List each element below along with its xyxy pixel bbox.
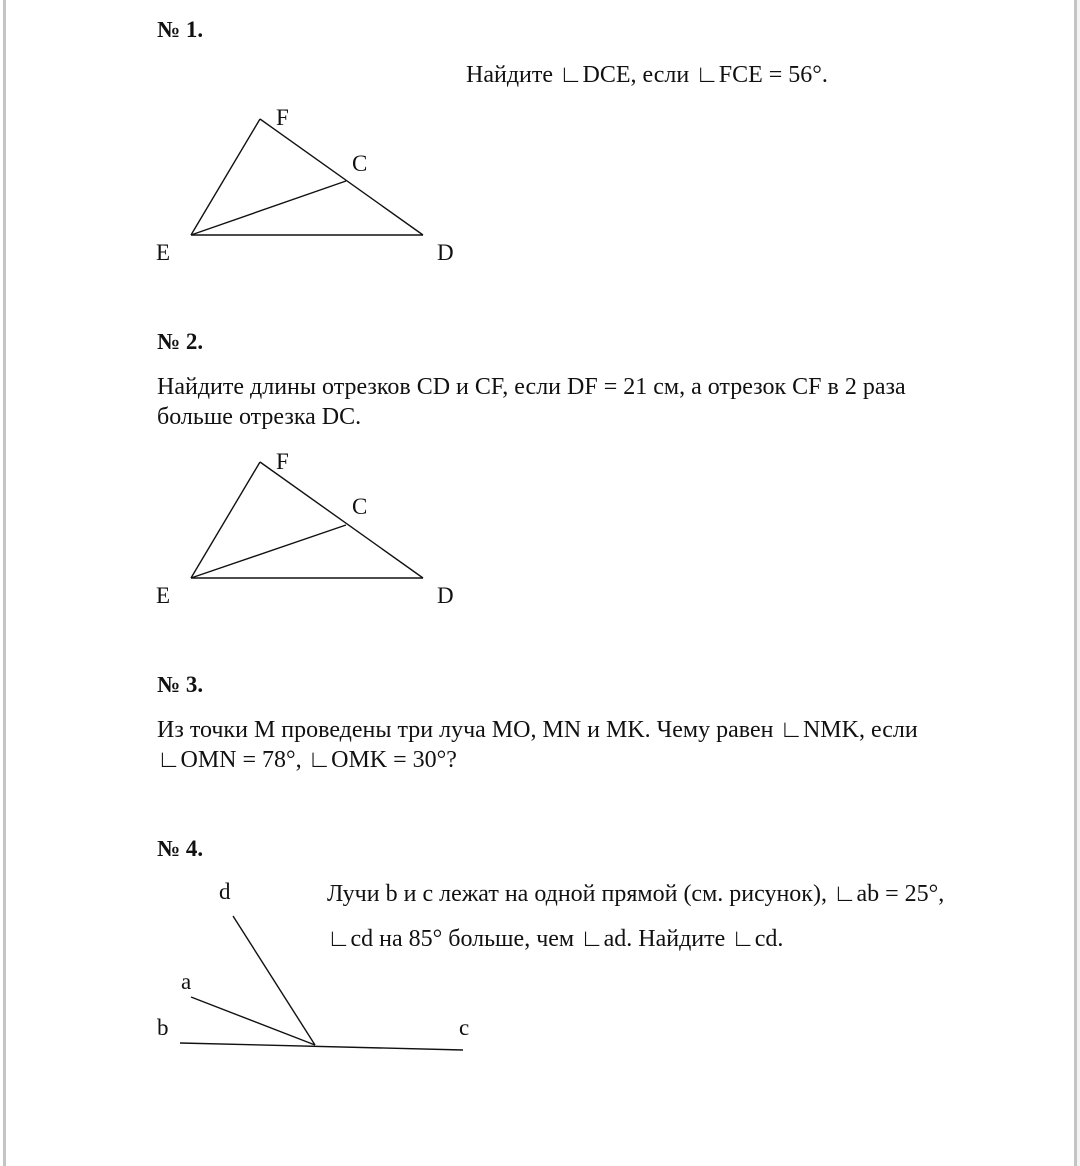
label-d: d: [219, 879, 231, 904]
label-a: a: [181, 969, 192, 994]
problem-2-text-line-2: больше отрезка DC.: [157, 404, 362, 430]
label-D: D: [437, 583, 454, 608]
problem-2-text-line-1: Найдите длины отрезков CD и CF, если DF = 21 см, а отрезок CF в 2 раза: [157, 374, 906, 400]
problem-4-text-line-2: ∟cd на 85° больше, чем ∟ad. Найдите ∟cd.: [327, 926, 784, 952]
problem-3-text-line-1: Из точки M проведены три луча MO, MN и MK. Чему равен ∟NMK, если: [157, 717, 918, 743]
problem-1-heading: № 1.: [157, 17, 204, 42]
problem-2-heading: № 2.: [157, 329, 204, 354]
problem-4-text-line-1: Лучи b и c лежат на одной прямой (см. рисунок), ∟ab = 25°,: [327, 881, 945, 907]
label-E: E: [156, 240, 171, 265]
label-F: F: [276, 105, 289, 130]
label-c: c: [459, 1015, 470, 1040]
line-bc: [180, 1043, 463, 1050]
label-C: C: [352, 151, 368, 176]
label-E: E: [156, 583, 171, 608]
label-b: b: [157, 1015, 169, 1040]
problem-3-heading: № 3.: [157, 672, 204, 697]
problem-4-heading: № 4.: [157, 836, 204, 861]
problem-3-text-line-2: ∟OMN = 78°, ∟OMK = 30°?: [157, 747, 457, 773]
label-F: F: [276, 449, 289, 474]
label-C: C: [352, 494, 368, 519]
ray-d: [233, 916, 315, 1045]
ray-a: [191, 997, 315, 1045]
problem-1-text: Найдите ∟DCE, если ∟FCE = 56°.: [466, 62, 828, 88]
label-D: D: [437, 240, 454, 265]
